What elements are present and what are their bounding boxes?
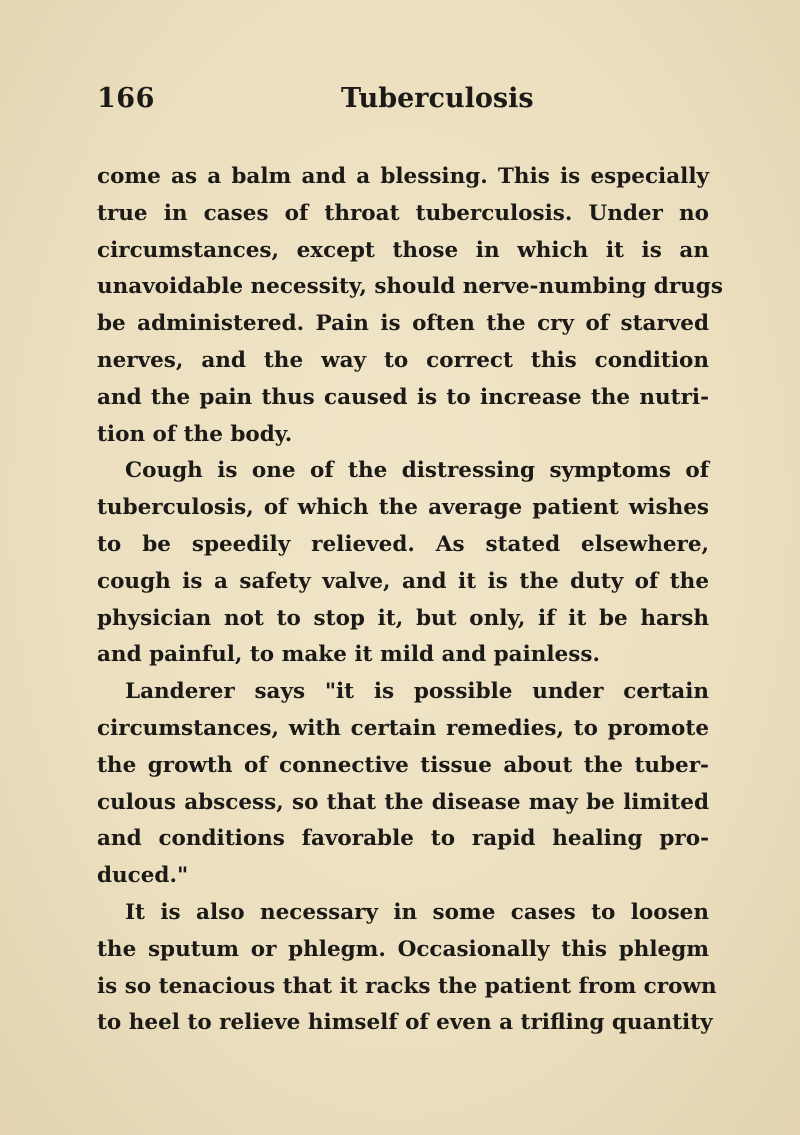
text-line: circumstances, with certain remedies, to promote [97,715,709,741]
paragraph [97,453,709,674]
text-line: nerves, and the way to correct this condition [97,347,709,373]
text-line: physician not to stop it, but only, if it be harsh [97,605,709,631]
text-line: true in cases of throat tuberculosis. Under no [97,200,709,226]
text-line: unavoidable necessity, should nerve-numbing drugs [97,274,723,300]
text-line: the growth of connective tissue about the tuber- [97,752,709,778]
text-line: circumstances, except those in which it is an [97,237,709,263]
page-header [97,83,708,123]
text-line: and painful, to make it mild and painless. [97,642,600,668]
text-line: the sputum or phlegm. Occasionally this phlegm [97,936,709,962]
text-line: Landerer says "it is possible under certain [125,679,709,705]
text-line: It is also necessary in some cases to loosen [125,899,709,925]
text-line: tuberculosis, of which the average patient wishes [97,495,709,521]
body-text [97,159,723,1042]
text-line: to be speedily relieved. As stated elsewhere, [97,531,709,557]
text-line: duced." [97,863,189,889]
text-line: and the pain thus caused is to increase the nutri- [97,384,709,410]
text-line: come as a balm and a blessing. This is especially [97,164,709,189]
text-line: and conditions favorable to rapid healing pro- [97,826,709,852]
paragraph [97,159,723,453]
text-line: be administered. Pain is often the cry of starved [97,311,709,337]
paragraph [97,895,717,1042]
text-line: is so tenacious that it racks the patient from crown [97,973,717,999]
text-line: cough is a safety valve, and it is the duty of the [97,568,709,594]
text-line: to heel to relieve himself of even a trifling quantity [97,1010,713,1036]
text-line: culous abscess, so that the disease may be limited [97,789,709,815]
running-title: Tuberculosis [341,83,534,114]
page-number: 166 [97,83,155,114]
paragraph [97,674,709,895]
text-line: Cough is one of the distressing symptoms of [125,458,709,484]
text-line: tion of the body. [97,421,293,447]
